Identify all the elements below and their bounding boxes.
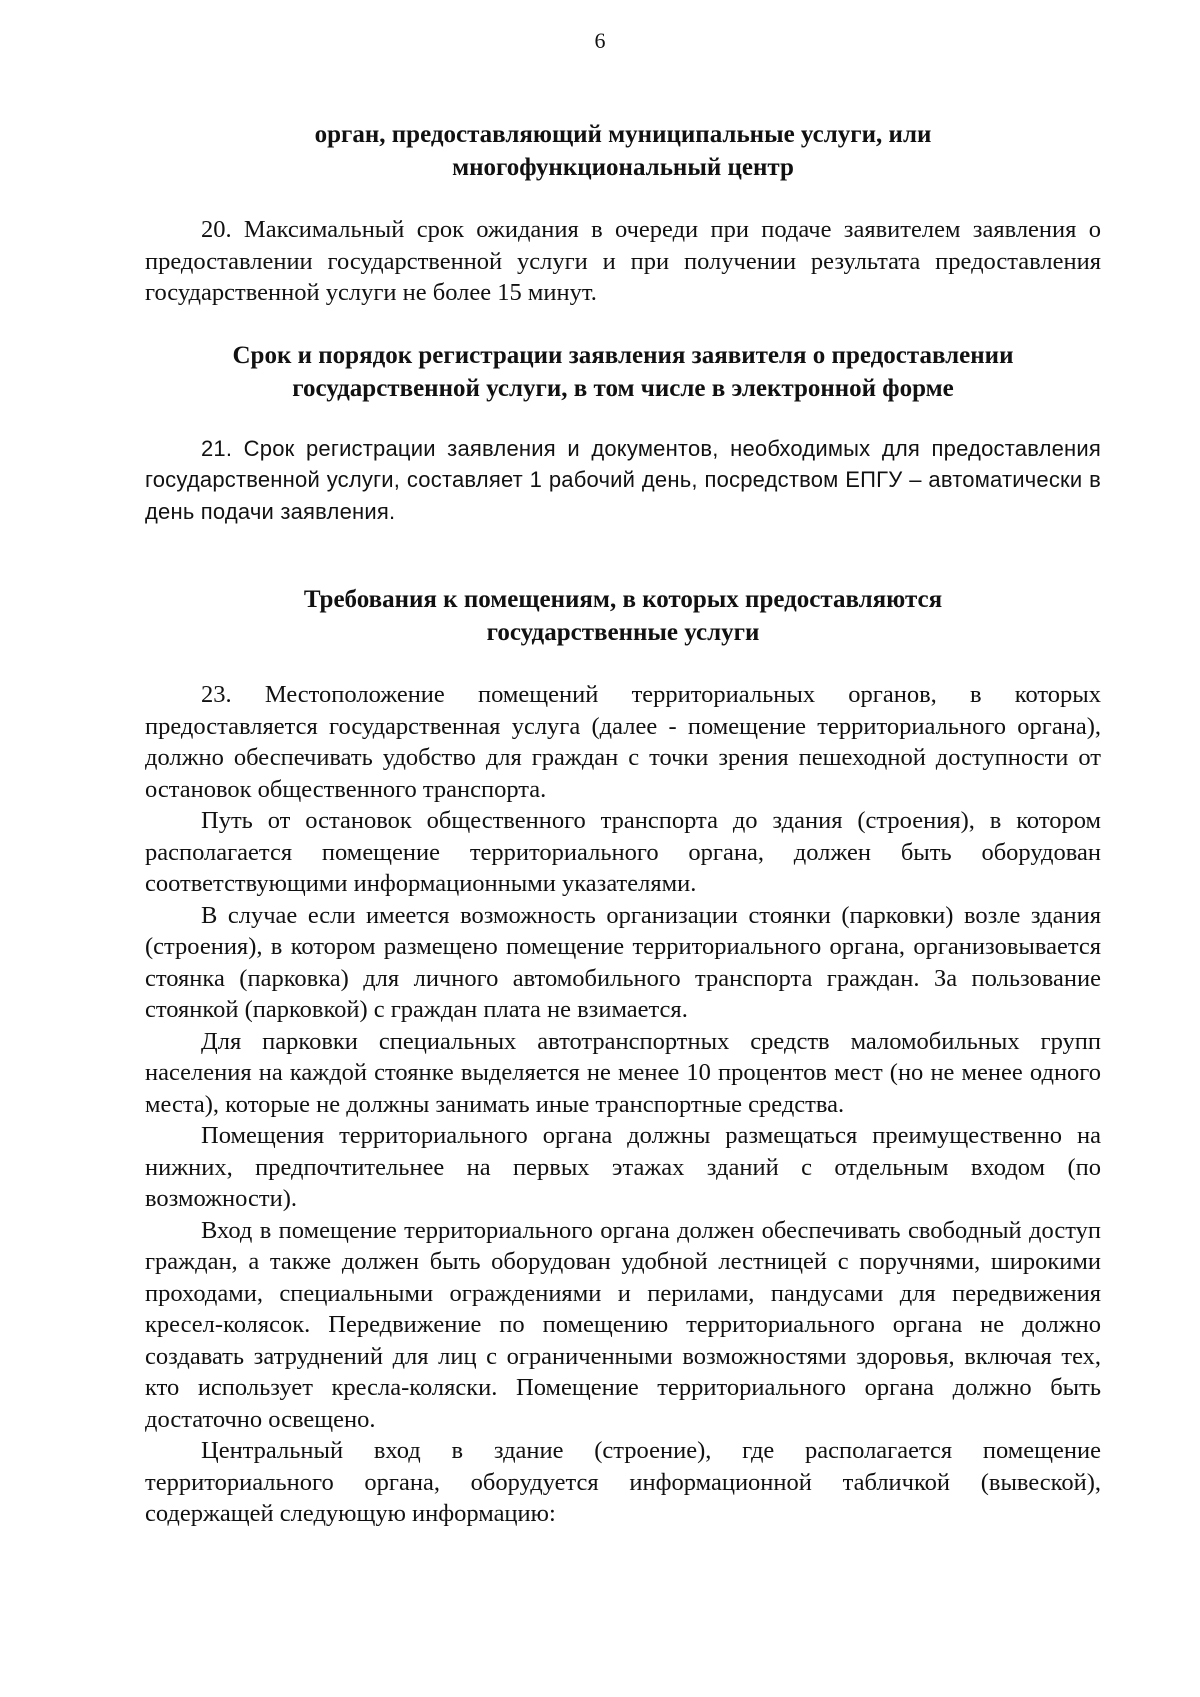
paragraph-floor-placement: Помещения территориального органа должны размещаться преимущественно на нижних, предпочтительнее на первых этажах зданий с отдельным входом (по возможности). [145, 1122, 1101, 1212]
heading-line: Срок и порядок регистрации заявления заявителя о предоставлении [232, 341, 1014, 369]
paragraph-entrance-access: Вход в помещение территориального органа должен обеспечивать свободный доступ граждан, а также должен быть оборудован удобной лестницей с поручнями, широкими проходами, специальными ограждениями и перилами, пандусами для передвижения кресел-колясок. Передвижение по помещению территориального органа не должно создавать затруднений для лиц с ограниченными возможностями здоровья, включая тех, кто использует кресла-коляски. Помещение территориального органа должно быть достаточно освещено. [145, 1216, 1101, 1433]
heading-registration [145, 339, 1101, 405]
heading-line: государственной услуги, в том числе в электронной форме [292, 374, 954, 402]
paragraph-parking: В случае если имеется возможность организации стоянки (парковки) возле здания (строения), в котором размещено помещение территориального органа, организовывается стоянка (парковка) для личного автомобильного транспорта граждан. За пользование стоянкой (парковкой) с граждан плата не взимается. [145, 901, 1101, 1023]
paragraph-23: 23. Местоположение помещений территориальных органов, в которых предоставляется государственная услуга (далее - помещение территориального органа), должно обеспечивать удобство для граждан с точки зрения пешеходной доступности от остановок общественного транспорта. [145, 681, 1101, 803]
heading-line: Требования к помещениям, в которых предоставляются [303, 586, 943, 613]
heading-line: государственные услуги [486, 619, 760, 646]
heading-line: многофункциональный центр [452, 154, 794, 181]
page-number: 6 [594, 28, 606, 53]
heading-mfc [145, 118, 1101, 184]
paragraph-20: 20. Максимальный срок ожидания в очереди при подаче заявителем заявления о предоставлении государственной услуги и при получении результата предоставления государственной услуги не более 15 минут. [145, 216, 1101, 306]
paragraph-central-entrance: Центральный вход в здание (строение), где располагается помещение территориального органа, оборудуется информационной табличкой (вывеской), содержащей следующую информацию: [145, 1437, 1101, 1527]
paragraph-path-signs: Путь от остановок общественного транспорта до здания (строения), в котором располагается помещение территориального органа, должен быть оборудован соответствующими информационными указателями. [145, 807, 1101, 897]
paragraph-special-parking: Для парковки специальных автотранспортных средств маломобильных групп населения на каждой стоянке выделяется не менее 10 процентов мест (но не менее одного места), которые не должны занимать иные транспортные средства. [145, 1027, 1101, 1118]
heading-premises [145, 583, 1101, 649]
document-body [145, 118, 1101, 1530]
heading-line: орган, предоставляющий муниципальные услуги, или [314, 121, 932, 148]
paragraph-21: 21. Срок регистрации заявления и документов, необходимых для предоставления государственной услуги, составляет 1 рабочий день, посредством ЕПГУ – автоматически в день подачи заявления. [145, 435, 1101, 524]
